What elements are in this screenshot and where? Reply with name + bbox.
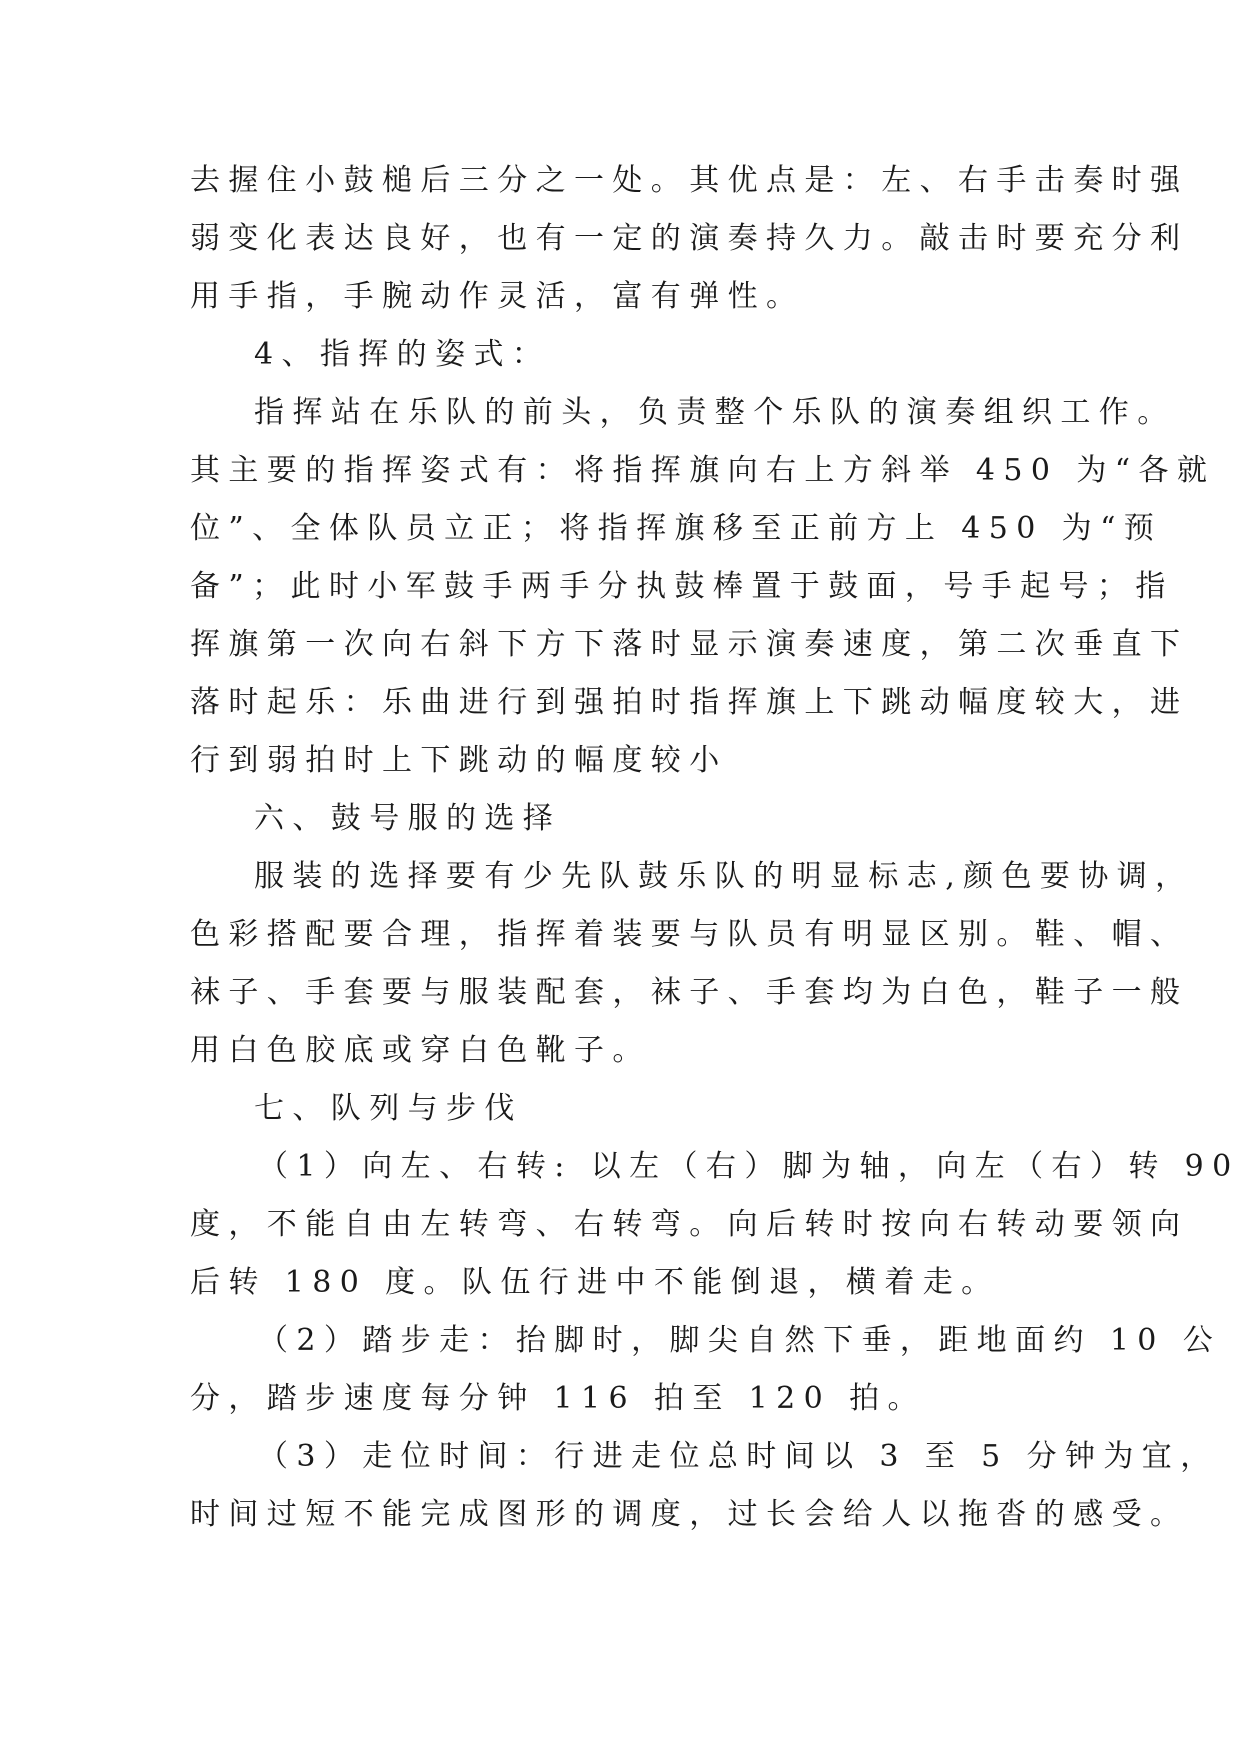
- document-page: [190, 152, 1240, 1544]
- paragraph-start: 指挥站在乐队的前头，负责整个乐队的演奏组织工作。: [254, 395, 1176, 430]
- section-heading: 七、队列与步伐: [254, 1091, 523, 1126]
- text-line: 行到弱拍时上下跳动的幅度较小: [190, 743, 728, 778]
- text-line: 后转 180 度。队伍行进中不能倒退，横着走。: [190, 1265, 1000, 1300]
- text-line: 挥旗第一次向右斜下方下落时显示演奏速度，第二次垂直下: [190, 627, 1189, 662]
- list-item-start: （2）踏步走：抬脚时，脚尖自然下垂，距地面约 10 公: [258, 1323, 1222, 1358]
- text-line: 时间过短不能完成图形的调度，过长会给人以拖沓的感受。: [190, 1497, 1189, 1532]
- paragraph-start: 服装的选择要有少先队鼓乐队的明显标志,颜色要协调，: [254, 859, 1194, 894]
- text-line: 落时起乐：乐曲进行到强拍时指挥旗上下跳动幅度较大，进: [190, 685, 1189, 720]
- text-line: 度，不能自由左转弯、右转弯。向后转时按向右转动要领向: [190, 1207, 1189, 1242]
- text-line: 用白色胶底或穿白色靴子。: [190, 1033, 651, 1068]
- text-line: 弱变化表达良好，也有一定的演奏持久力。敲击时要充分利: [190, 221, 1189, 256]
- text-line: 备”；此时小军鼓手两手分执鼓棒置于鼓面，号手起号；指: [190, 569, 1174, 604]
- text-line: 袜子、手套要与服装配套，袜子、手套均为白色，鞋子一般: [190, 975, 1189, 1010]
- section-heading: 4、指挥的姿式：: [254, 337, 551, 372]
- list-item-start: （1）向左、右转: 以左（右）脚为轴，向左（右）转 90: [258, 1149, 1240, 1184]
- list-item-start: （3）走位时间：行进走位总时间以 3 至 5 分钟为宜，: [258, 1439, 1219, 1474]
- text-line: 位”、全体队员立正；将指挥旗移至正前方上 450 为“预: [190, 511, 1163, 546]
- text-line: 色彩搭配要合理，指挥着装要与队员有明显区别。鞋、帽、: [190, 917, 1189, 952]
- text-line: 其主要的指挥姿式有：将指挥旗向右上方斜举 450 为“各就: [190, 453, 1216, 488]
- text-line: 用手指，手腕动作灵活，富有弹性。: [190, 279, 805, 314]
- section-heading: 六、鼓号服的选择: [254, 801, 562, 836]
- text-line: 去握住小鼓槌后三分之一处。其优点是：左、右手击奏时强: [190, 163, 1189, 198]
- text-line: 分，踏步速度每分钟 116 拍至 120 拍。: [190, 1381, 926, 1416]
